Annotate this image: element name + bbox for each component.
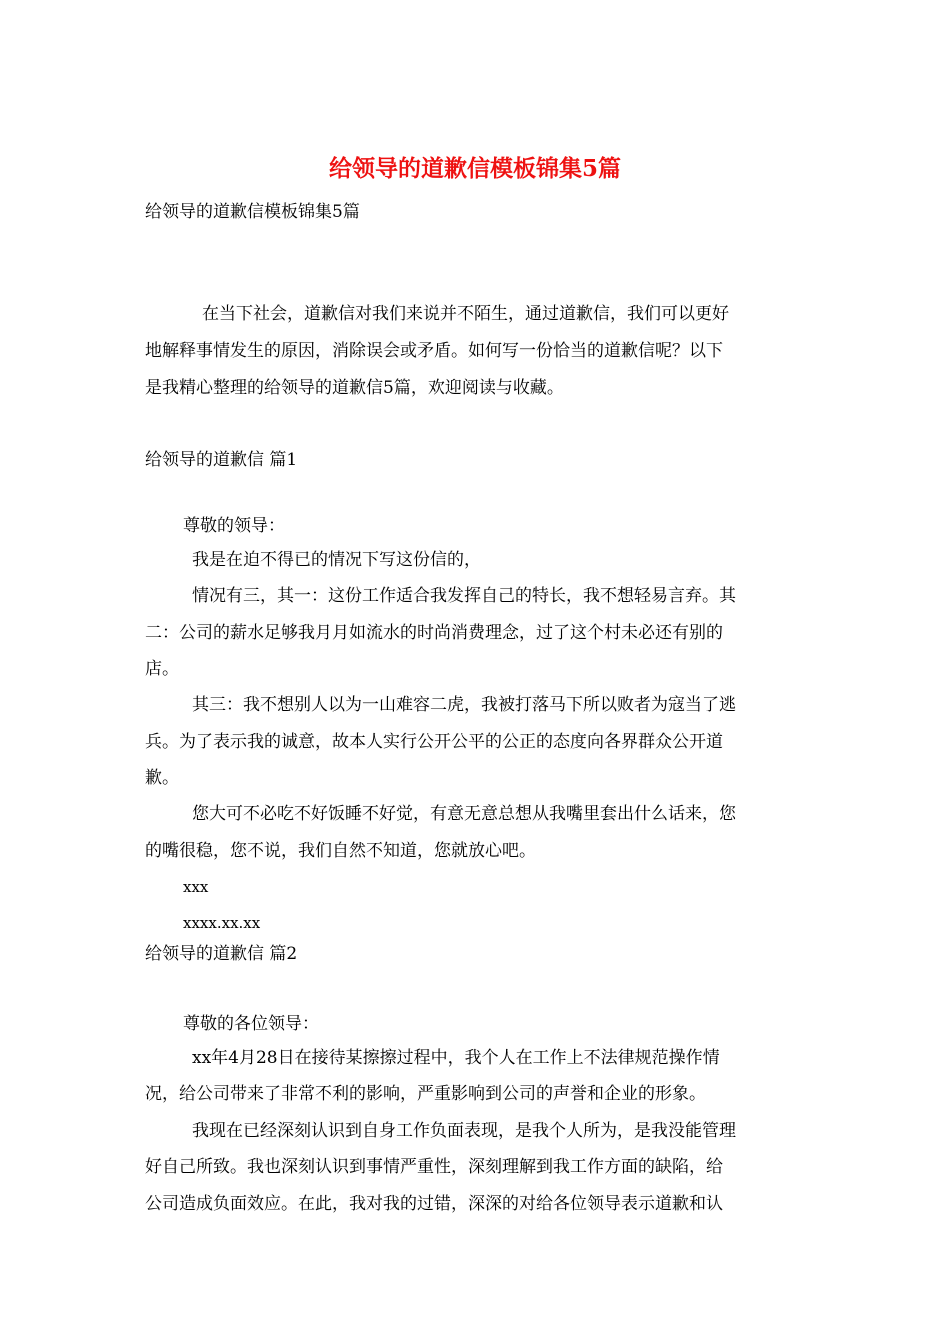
letter-line: 兵。为了表示我的诚意，故本人实行公开公平的公正的态度向各界群众公开道 — [145, 732, 723, 752]
intro-line: 在当下社会，道歉信对我们来说并不陌生，通过道歉信，我们可以更好 — [202, 304, 729, 324]
letter-line: 其三：我不想别人以为一山难容二虎，我被打落马下所以败者为寇当了逃 — [192, 695, 736, 715]
letter-line: 我是在迫不得已的情况下写这份信的， — [192, 550, 481, 570]
intro-line: 是我精心整理的给领导的道歉信5篇，欢迎阅读与收藏。 — [145, 378, 564, 398]
letter-line: 情况有三，其一：这份工作适合我发挥自己的特长，我不想轻易言弃。其 — [192, 586, 736, 606]
letter-line: 况，给公司带来了非常不利的影响，严重影响到公司的声誉和企业的形象。 — [145, 1084, 706, 1104]
letter-heading: 给领导的道歉信 篇1 — [145, 450, 298, 470]
letter-line: 公司造成负面效应。在此，我对我的过错，深深的对给各位领导表示道歉和认 — [145, 1194, 723, 1214]
letter-date: xxxx.xx.xx — [183, 914, 261, 932]
letter-line: 好自己所致。我也深刻认识到事情严重性，深刻理解到我工作方面的缺陷，给 — [145, 1157, 723, 1177]
document-title: 给领导的道歉信模板锦集5篇 — [328, 155, 621, 182]
letter-line: 二：公司的薪水足够我月月如流水的时尚消费理念，过了这个村未必还有别的 — [145, 623, 723, 643]
letter-line: xx年4月28日在接待某擦擦过程中，我个人在工作上不法律规范操作情 — [192, 1048, 720, 1068]
letter-line: 我现在已经深刻认识到自身工作负面表现，是我个人所为，是我没能管理 — [192, 1121, 736, 1141]
letter-signature: xxx — [183, 878, 209, 896]
letter-line: 您大可不必吃不好饭睡不好觉，有意无意总想从我嘴里套出什么话来，您 — [192, 804, 736, 824]
intro-line: 地解释事情发生的原因，消除误会或矛盾。如何写一份恰当的道歉信呢？以下 — [145, 341, 723, 361]
letter-heading: 给领导的道歉信 篇2 — [145, 944, 298, 964]
letter-line: 的嘴很稳，您不说，我们自然不知道，您就放心吧。 — [145, 841, 536, 861]
document-subtitle: 给领导的道歉信模板锦集5篇 — [145, 202, 360, 222]
letter-line: 店。 — [145, 659, 179, 679]
letter-line: 歉。 — [145, 768, 179, 788]
letter-greeting: 尊敬的各位领导： — [183, 1014, 319, 1034]
letter-greeting: 尊敬的领导： — [183, 516, 285, 536]
